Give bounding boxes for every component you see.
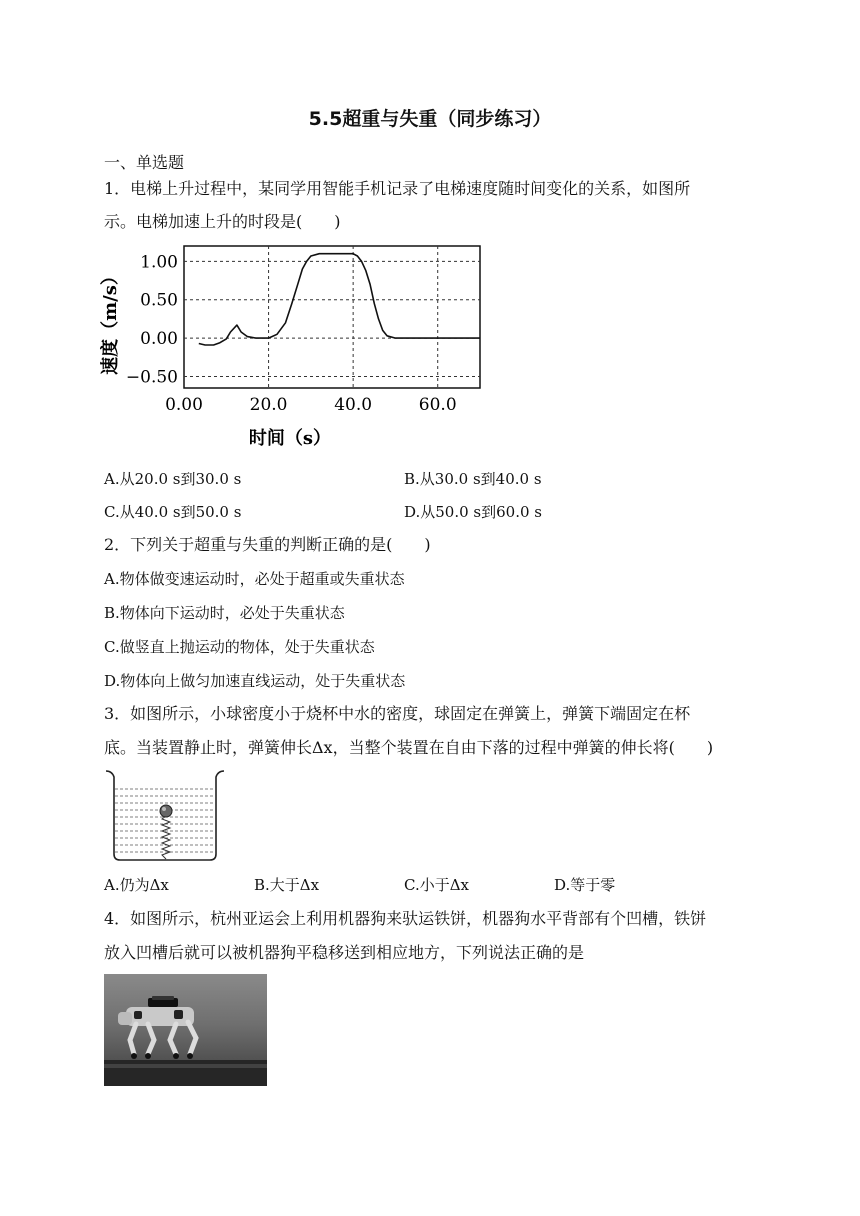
question-4-line-2: 放入凹槽后就可以被机器狗平稳移送到相应地方，下列说法正确的是: [104, 943, 585, 962]
question-3-line-2: 底。当装置静止时，弹簧伸长Δx，当整个装置在自由下落的过程中弹簧的伸长将( ): [104, 738, 714, 757]
question-3-line-1: 3．如图所示，小球密度小于烧杯中水的密度，球固定在弹簧上，弹簧下端固定在杯: [104, 704, 691, 723]
x-tick-label: 0.00: [165, 395, 203, 415]
question-4-line-1: 4．如图所示，杭州亚运会上利用机器狗来驮运铁饼，机器狗水平背部有个凹槽，铁饼: [104, 909, 707, 928]
y-axis-label: 速度（m/s）: [100, 267, 121, 375]
velocity-time-chart: [96, 236, 496, 456]
question-1-option-d: D.从50.0 s到60.0 s: [404, 503, 542, 521]
x-tick-label: 60.0: [418, 395, 457, 415]
question-2-option-c: C.做竖直上抛运动的物体，处于失重状态: [104, 638, 375, 656]
robot-dog-photo: [104, 974, 267, 1086]
page-title: 5.5超重与失重（同步练习）: [308, 108, 552, 130]
question-2-option-a: A.物体做变速运动时，必处于超重或失重状态: [104, 570, 405, 588]
question-1-option-b: B.从30.0 s到40.0 s: [404, 470, 542, 488]
y-tick-label: 0.00: [140, 329, 178, 350]
y-tick-label: 1.00: [140, 252, 178, 273]
x-tick-label: 40.0: [334, 395, 373, 415]
x-tick-label: 20.0: [249, 395, 288, 415]
x-axis-label: 时间（s）: [248, 428, 332, 449]
question-3-option-a: A.仍为Δx: [104, 876, 169, 894]
y-tick-label: −0.50: [125, 367, 178, 388]
beaker-spring-ball-diagram: [104, 768, 226, 864]
question-2-option-b: B.物体向下运动时，必处于失重状态: [104, 604, 345, 622]
question-3-option-b: B.大于Δx: [254, 876, 320, 894]
question-3-option-d: D.等于零: [554, 876, 616, 894]
question-1-option-a: A.从20.0 s到30.0 s: [104, 470, 242, 488]
question-1-option-c: C.从40.0 s到50.0 s: [104, 503, 242, 521]
question-1-line-2: 示。电梯加速上升的时段是( ): [104, 212, 341, 231]
question-2-option-d: D.物体向上做匀加速直线运动，处于失重状态: [104, 672, 406, 690]
question-1-line-1: 1．电梯上升过程中，某同学用智能手机记录了电梯速度随时间变化的关系，如图所: [104, 179, 691, 198]
question-3-option-c: C.小于Δx: [404, 876, 470, 894]
y-tick-label: 0.50: [140, 290, 178, 311]
question-2-stem: 2．下列关于超重与失重的判断正确的是( ): [104, 535, 431, 554]
plot-frame: [184, 246, 480, 388]
section-heading: 一、单选题: [104, 153, 185, 172]
